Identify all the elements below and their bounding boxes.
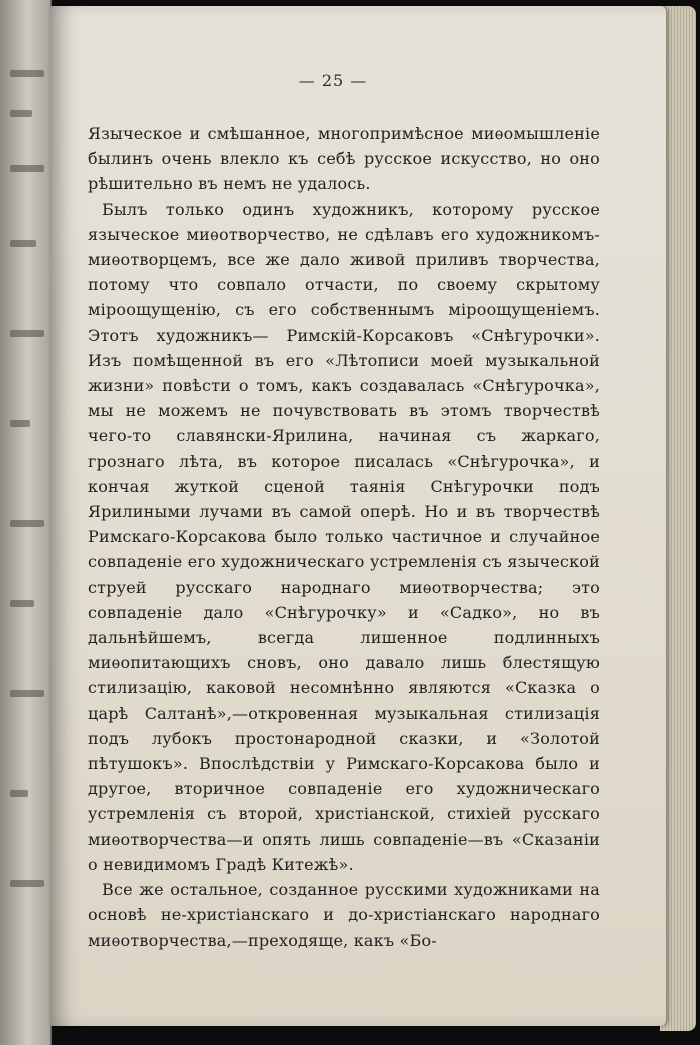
facing-page-text-fragment — [10, 600, 34, 607]
facing-page-text-fragment — [10, 790, 28, 797]
facing-page-text-fragment — [10, 420, 30, 427]
book-page — [50, 6, 666, 1026]
facing-page-text-fragment — [10, 880, 44, 887]
facing-page-text-fragment — [10, 520, 44, 527]
paragraph: Все же остальное, созданное русскими художниками на основѣ не-христіанскаго и до-христіанскаго народнаго миѳотворчества,—преходяще, какъ «Бо- — [88, 880, 600, 950]
facing-page-text-fragment — [10, 690, 44, 697]
body-text — [88, 121, 600, 953]
facing-page-text-fragment — [10, 240, 36, 247]
facing-page-text-fragment — [10, 110, 32, 117]
facing-page-text-fragment — [10, 70, 44, 77]
facing-page-text-fragment — [10, 165, 44, 172]
paragraph: Былъ только одинъ художникъ, которому русское языческое миѳотворчество, не сдѣлавъ его художникомъ-миѳотворцемъ, все же дало живой приливъ творчества, потому что совпало отчасти, по своему скрытому міроощущенію, съ его собственнымъ міроощущеніемъ. Этотъ художникъ— Римскій-Корсаковъ «Снѣгурочки». Изъ помѣщенной въ его «Лѣтописи моей музыкальной жизни» повѣсти о томъ, какъ создавалась «Снѣгурочка», мы не можемъ не почувствовать въ этомъ творчествѣ чего-то славянски-Ярилина, начиная съ жаркаго, грознаго лѣта, въ которое писалась «Снѣгурочка», и кончая жуткой сценой таянія Снѣгурочки подъ Ярилиными лучами въ самой оперѣ. Но и въ творчествѣ Римскаго-Корсакова было только частичное и случайное совпаденіе его художническаго устремленія съ языческой струей русскаго народнаго миѳотворчества; это совпаденіе дало «Снѣгурочку» и «Садко», но въ дальнѣйшемъ, всегда лишенное подлинныхъ миѳопитающихъ сновъ, оно давало лишь блестящую стилизацію, каковой несомнѣнно являются «Сказка о царѣ Салтанѣ»,—откровенная музыкальная стилизація подъ лубокъ простонародной сказки, и «Золотой пѣтушокъ». Впослѣдствіи у Римскаго-Корсакова было и другое, вторичное совпаденіе его художническаго устремленія съ второй, христіанской, стихіей русскаго миѳотворчества—и опять лишь совпаденіе—въ «Сказаніи о невидимомъ Градѣ Китежѣ». — [88, 199, 600, 874]
facing-page-text-fragment — [10, 330, 44, 337]
page-number: — 25 — — [298, 71, 368, 90]
paragraph: Языческое и смѣшанное, многопримѣсное миѳомышленіе былинъ очень влекло къ себѣ русское искусство, но оно рѣшительно въ немъ не удалось. — [88, 124, 600, 194]
facing-page-edge — [0, 0, 52, 1045]
